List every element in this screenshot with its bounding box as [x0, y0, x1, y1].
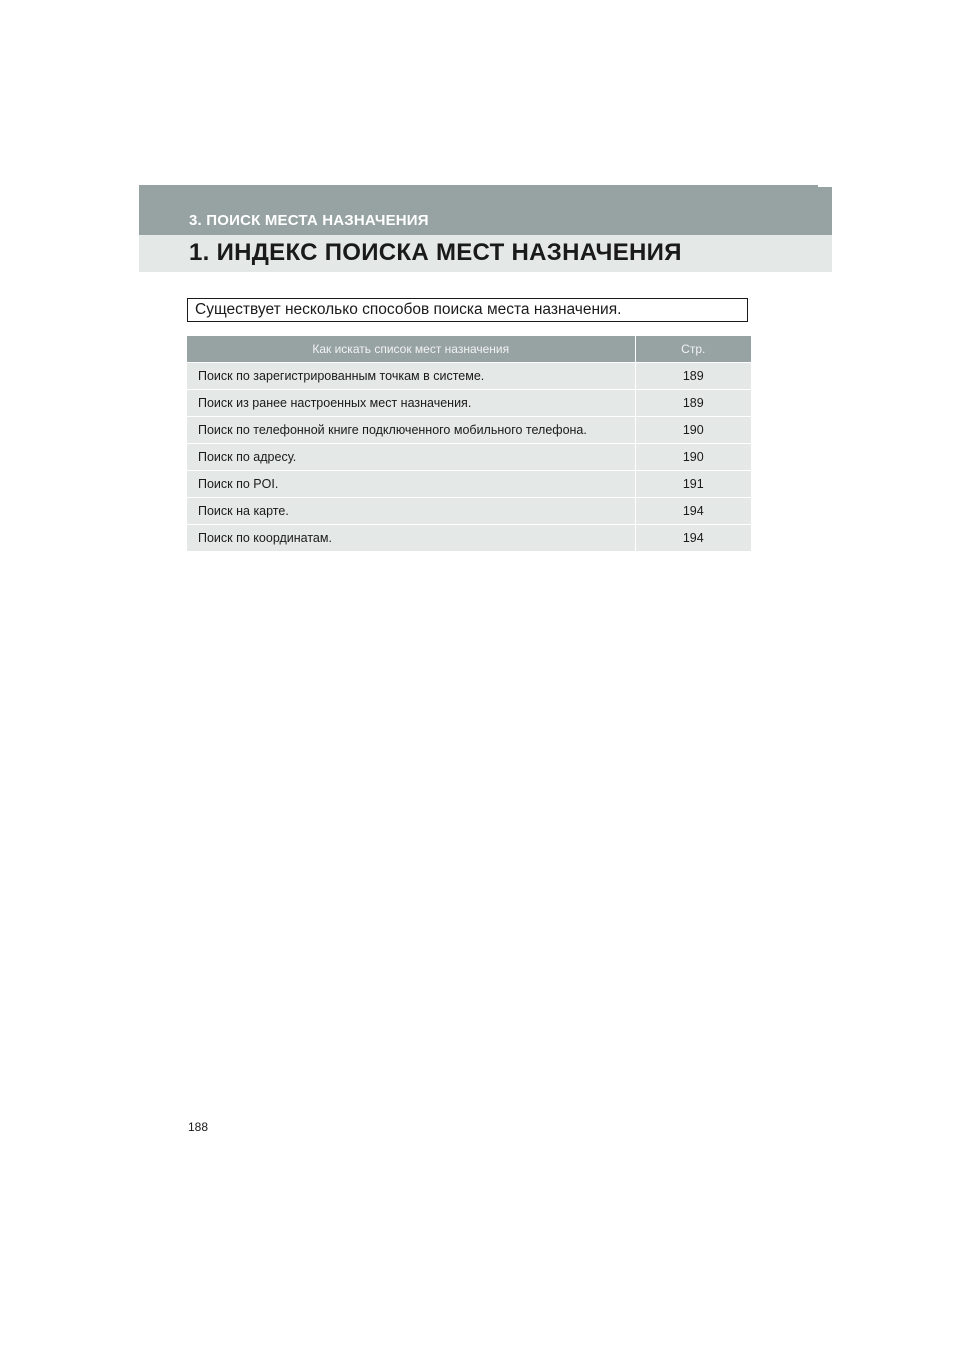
section-header [139, 185, 832, 235]
page-number: 188 [188, 1120, 209, 1134]
row-description: Поиск по POI. [187, 471, 635, 498]
table-row [187, 444, 751, 471]
row-page-ref: 189 [635, 390, 751, 417]
row-description: Поиск на карте. [187, 498, 635, 525]
intro-box [187, 298, 748, 322]
row-page-ref: 190 [635, 417, 751, 444]
row-page-ref: 189 [635, 363, 751, 390]
row-page-ref: 194 [635, 498, 751, 525]
column-header-method: Как искать список мест назначения [187, 336, 635, 363]
table-row [187, 390, 751, 417]
column-header-page: Стр. [635, 336, 751, 363]
title-band [139, 235, 832, 272]
table-row [187, 525, 751, 552]
row-description: Поиск по зарегистрированным точкам в системе. [187, 363, 635, 390]
row-description: Поиск по координатам. [187, 525, 635, 552]
row-description: Поиск из ранее настроенных мест назначения. [187, 390, 635, 417]
row-description: Поиск по телефонной книге подключенного мобильного телефона. [187, 417, 635, 444]
row-page-ref: 191 [635, 471, 751, 498]
intro-text: Существует несколько способов поиска места назначения. [195, 301, 622, 318]
table-row [187, 471, 751, 498]
row-description: Поиск по адресу. [187, 444, 635, 471]
table-row [187, 363, 751, 390]
page-title: 1. ИНДЕКС ПОИСКА МЕСТ НАЗНАЧЕНИЯ [189, 239, 682, 266]
corner-mark [818, 185, 832, 187]
row-page-ref: 194 [635, 525, 751, 552]
row-page-ref: 190 [635, 444, 751, 471]
table-header-row [187, 336, 751, 363]
section-title: 3. ПОИСК МЕСТА НАЗНАЧЕНИЯ [189, 212, 429, 229]
table-row [187, 417, 751, 444]
table-row [187, 498, 751, 525]
index-table [187, 336, 751, 551]
